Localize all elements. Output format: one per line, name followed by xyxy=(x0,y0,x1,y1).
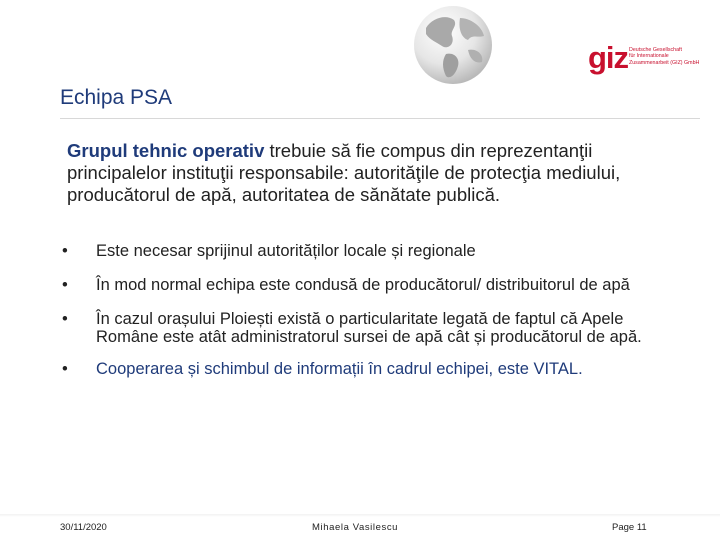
footer-page-number: Page 11 xyxy=(612,522,647,533)
bullet-marker: • xyxy=(62,276,68,294)
footer-date: 30/11/2020 xyxy=(60,522,107,533)
intro-text: trebuie să fie compus din reprezentanţii principalelor instituţii responsabile: autorităţile de protecţia mediului, producătorul de apă, autoritatea de sănătate publică. xyxy=(67,140,621,205)
title-divider xyxy=(60,118,700,119)
slide-title: Echipa PSA xyxy=(60,86,173,109)
bullet-marker: • xyxy=(62,360,68,378)
footer-author: Mihaela Vasilescu xyxy=(312,522,399,533)
bullet-item xyxy=(62,310,672,346)
intro-lead: Grupul tehnic operativ xyxy=(67,140,265,161)
bullet-item xyxy=(62,242,672,260)
bullet-text: Este necesar sprijinul autorităților locale și regionale xyxy=(96,242,476,260)
bullet-marker: • xyxy=(62,310,68,328)
bullet-text: În cazul orașului Ploiești există o particularitate legată de faptul că Apele Române este atât administratorul sursei de apă cât și producătorul de apă. xyxy=(96,310,642,346)
bullet-item xyxy=(62,276,672,294)
bullet-list xyxy=(62,242,672,378)
bullet-item xyxy=(62,360,672,378)
globe-icon xyxy=(412,4,494,86)
intro-paragraph xyxy=(67,140,677,206)
logo-tagline: Deutsche Gesellschaft für Internationale Zusammenarbeit (GIZ) GmbH xyxy=(629,47,700,66)
bullet-text: În mod normal echipa este condusă de producătorul/ distribuitorul de apă xyxy=(96,276,630,294)
bullet-marker: • xyxy=(62,242,68,260)
bullet-text: Cooperarea și schimbul de informații în cadrul echipei, este VITAL. xyxy=(96,360,583,378)
footer-divider xyxy=(0,514,720,517)
giz-logo xyxy=(588,42,700,78)
logo-brand: giz xyxy=(588,40,629,75)
